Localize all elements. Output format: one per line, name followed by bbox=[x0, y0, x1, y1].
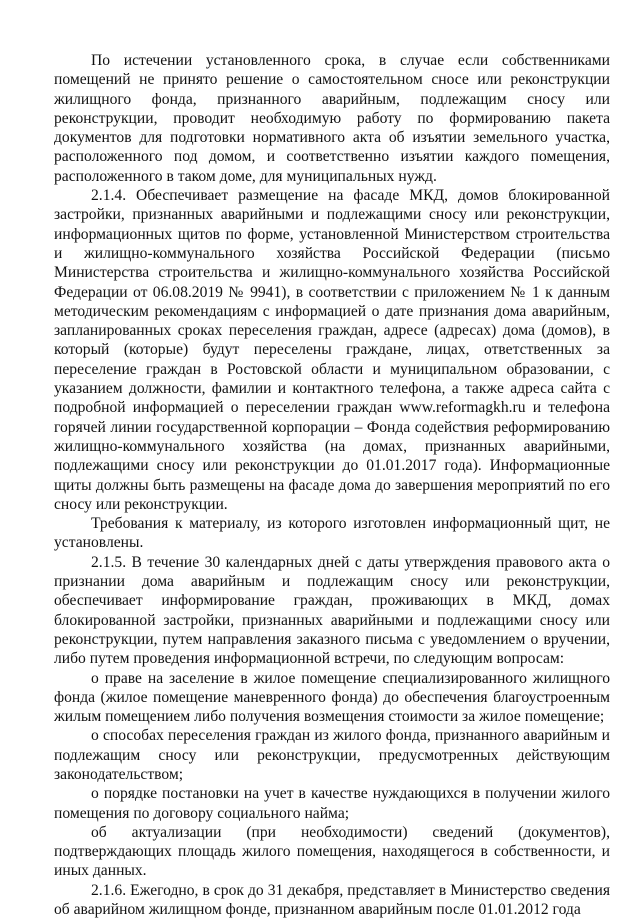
document-page bbox=[54, 51, 610, 919]
paragraph-2-1-4-info-boards: 2.1.4. Обеспечивает размещение на фасаде МКД, домов блокированной застройки, признанных аварийными и подлежащими сносу или реконструкции, информационных щитов по форме, установленной Министерством строительства и жилищно-коммунального хозяйства Российской Федерации (письмо Министерства строительства и жилищно-коммунального хозяйства Российской Федерации от 06.08.2019 № 9941), в соответствии с приложением № 1 к данным методическим рекомендациям с информацией о дате признания дома аварийным, запланированных сроках переселения граждан, адресе (адресах) дома (домов), в который (которые) будут переселены граждане, лицах, ответственных за переселение граждан в Ростовской области и муниципальном образовании, с указанием должности, фамилии и контактного телефона, а также адреса сайта с подробной информацией о переселении граждан www.reformagkh.ru и телефона горячей линии государственной корпорации – Фонда содействия реформированию жилищно-коммунального хозяйства (на домах, признанных аварийными, подлежащими сносу или реконструкции до 01.01.2017 года). Информационные щиты должны быть размещены на фасаде дома до завершения мероприятий по его сносу или реконструкции. bbox=[54, 187, 610, 513]
list-item-registration-procedure: о порядке постановки на учет в качестве нуждающихся в получении жилого помещения по договору социального найма; bbox=[54, 785, 610, 822]
paragraph-board-material: Требования к материалу, из которого изготовлен информационный щит, не установлены. bbox=[54, 515, 610, 552]
list-item-resettlement-methods: о способах переселения граждан из жилого фонда, признанного аварийным и подлежащим сносу или реконструкции, предусмотренных действующим законодательством; bbox=[54, 727, 610, 783]
paragraph-expiry-demolition: По истечении установленного срока, в случае если собственниками помещений не принято решение о самостоятельном сносе или реконструкции жилищного фонда, признанного аварийным, подлежащим сносу или реконструкции, проводит необходимую работу по формированию пакета документов для подготовки нормативного акта об изъятии земельного участка, расположенного под домом, и соответственно изъятии каждого помещения, расположенного в таком доме, для муниципальных нужд. bbox=[54, 52, 610, 185]
list-item-maneuver-fund: о праве на заселение в жилое помещение специализированного жилищного фонда (жилое помещение маневренного фонда) до обеспечения благоустроенным жилым помещением либо получения возмещения стоимости за жилое помещение; bbox=[54, 669, 610, 726]
paragraph-2-1-5-informing: 2.1.5. В течение 30 календарных дней с даты утверждения правового акта о признании дома аварийным и подлежащим сносу или реконструкции, обеспечивает информирование граждан, проживающих в МКД, домах блокированной застройки, признанных аварийными и подлежащими сносу или реконструкции, путем направления заказного письма с уведомлением о вручении, либо путем проведения информационной встречи, по следующим вопросам: bbox=[54, 553, 610, 668]
list-item-data-update: об актуализации (при необходимости) сведений (документов), подтверждающих площадь жилого помещения, находящегося в собственности, и иных данных. bbox=[54, 823, 610, 880]
paragraph-2-1-6-annual-report: 2.1.6. Ежегодно, в срок до 31 декабря, представляет в Министерство сведения об аварийном жилищном фонде, признанном аварийным после 01.01.2012 года bbox=[54, 881, 610, 919]
